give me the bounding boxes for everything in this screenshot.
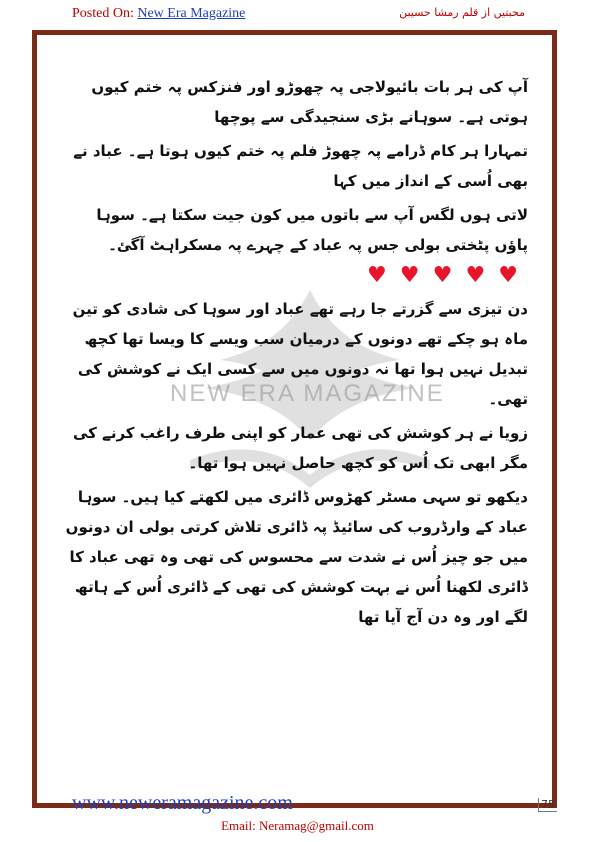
heart-icon: ♥ (432, 263, 453, 288)
paragraph: زویا نے ہر کوشش کی تھی عمار کو اپنی طرف راغب کرنے کی مگر ابھی تک اُس کو کچھ حاصل نہیں ہوا تھا۔ (72, 424, 528, 472)
footer-email: Email: Neramag@gmail.com (221, 818, 374, 833)
page-header (72, 6, 525, 26)
paragraph: آپ کی ہر بات بائیولاجی پہ چھوڑو اور فنزکس پہ ختم کیوں ہوتی ہے۔ سوہانے بڑی سنجیدگی سے پوچھا (91, 78, 528, 126)
paragraph: تمہارا ہر کام ڈرامے پہ چھوڑ فلم پہ ختم کیوں ہوتا ہے۔ عباد نے بھی اُسی کے انداز میں کہا (73, 142, 528, 190)
heart-icon: ♥ (465, 263, 486, 288)
magazine-link[interactable]: New Era Magazine (137, 6, 246, 21)
author-credit: محبتیں از قلم رمشا حسیبن (399, 6, 525, 19)
watermark-text: NEW ERA MAGAZINE (170, 380, 445, 407)
article-body (58, 72, 528, 636)
paragraph: دن تیزی سے گزرتے جا رہے تھے عباد اور سوہا کی شادی کو تین ماہ ہو چکے تھے دونوں کے درمیان سب ویسے کا ویسا تھا کچھ تبدیل نہیں ہوا تھا نہ دونوں میں سے کسی ایک نے کوشش کی تھی۔ (72, 300, 528, 408)
heart-icon: ♥ (498, 263, 518, 288)
paragraph: دیکھو تو سہی مسٹر کھڑوس ڈائری میں لکھتے کیا ہیں۔ سوہا عباد کے وارڈروب کی سائیڈ پہ ڈائری تلاش کرتی بولی ان دونوں میں جو چیز اُس نے شدت سے محسوس کی تھی وہ تھی عباد کا ڈائری لکھنا اُس نے بہت کوشش کی تھی کے ڈائری اُس کے ہاتھ لگے اور وہ دن آج آیا تھا (65, 488, 528, 626)
paragraph: لاتی ہوں لگس آپ سے باتوں میں کون جیت سکتا ہے۔ سوہا پاؤں پٹختی بولی جس پہ عباد کے چہرے پہ مسکراہٹ آگئ۔ (96, 206, 528, 254)
hearts-divider (58, 264, 528, 288)
page-number: 75 (538, 798, 557, 812)
posted-label: Posted On: (72, 6, 134, 21)
heart-icon: ♥ (366, 263, 387, 288)
posted-on (72, 6, 245, 22)
footer-website-link[interactable]: www.neweramagazine.com (72, 792, 293, 814)
heart-icon: ♥ (399, 263, 420, 288)
